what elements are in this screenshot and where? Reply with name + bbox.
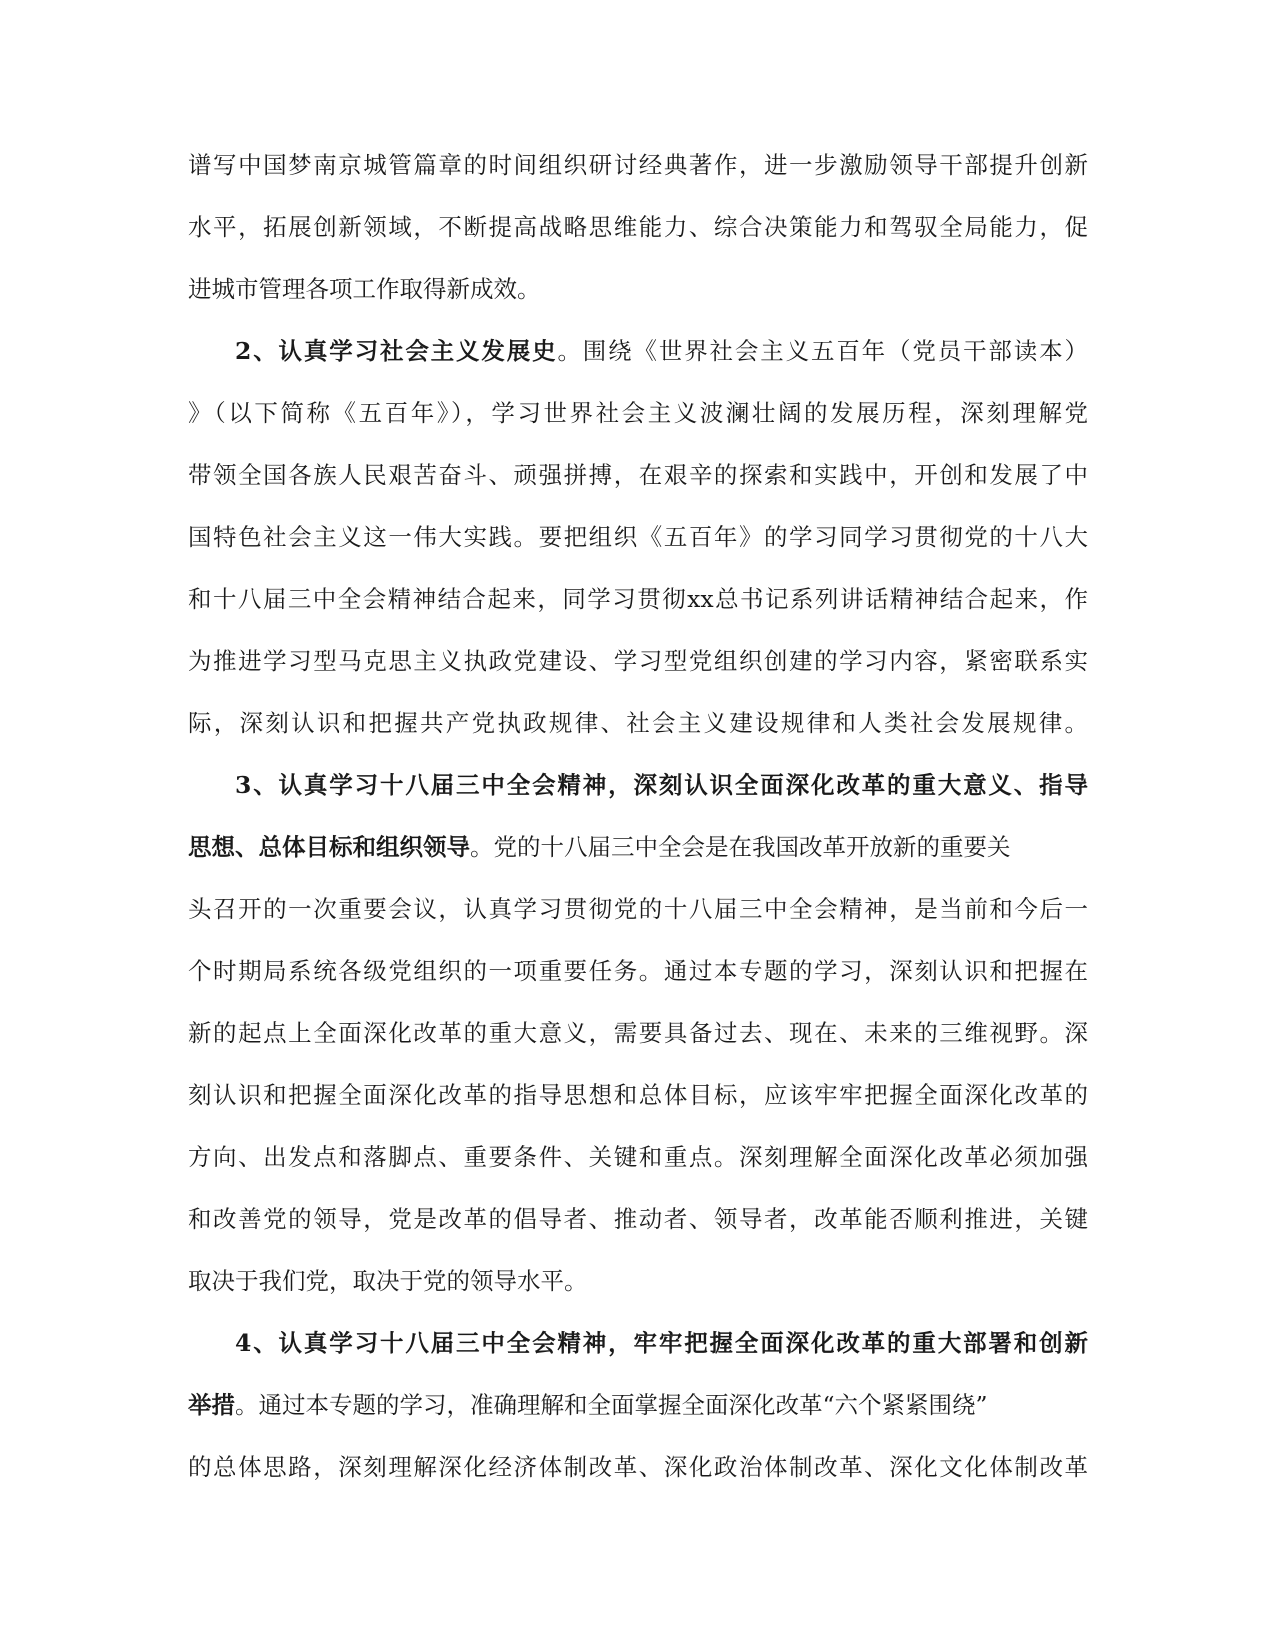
text-line: [188, 1264, 1088, 1326]
body-text: 水平，拓展创新领域，不断提高战略思维能力、综合决策能力和驾驭全局能力，促: [188, 213, 1088, 241]
text-line: [188, 1016, 1088, 1078]
body-text: 新的起点上全面深化改革的重大意义，需要具备过去、现在、未来的三维视野。深: [188, 1019, 1088, 1047]
text-line: [188, 396, 1088, 458]
text-line: [188, 1078, 1088, 1140]
bold-heading-text: 2、认真学习社会主义发展史: [235, 337, 558, 365]
text-line: [188, 644, 1088, 706]
text-line: [188, 706, 1088, 768]
body-text: 国特色社会主义这一伟大实践。要把组织《五百年》的学习同学习贯彻党的十八大: [188, 523, 1088, 551]
bold-heading-text: 举措: [188, 1391, 235, 1419]
text-line: [188, 582, 1088, 644]
text-line: [188, 954, 1088, 1016]
text-line: [188, 272, 1088, 334]
body-text: 头召开的一次重要会议，认真学习贯彻党的十八届三中全会精神，是当前和今后一: [188, 895, 1088, 923]
body-text: 取决于我们党，取决于党的领导水平。: [188, 1267, 588, 1295]
body-text: 为推进学习型马克思主义执政党建设、学习型党组织创建的学习内容，紧密联系实: [188, 647, 1088, 675]
body-text: 个时期局系统各级党组织的一项重要任务。通过本专题的学习，深刻认识和把握在: [188, 957, 1088, 985]
bold-heading-text: 4、认真学习十八届三中全会精神，牢牢把握全面深化改革的重大部署和创新: [235, 1329, 1088, 1357]
text-line: [188, 148, 1088, 210]
text-line: [188, 210, 1088, 272]
text-line: [188, 334, 1088, 396]
text-line: [188, 1388, 1088, 1450]
text-line: [188, 1140, 1088, 1202]
text-line: [188, 1202, 1088, 1264]
body-text: 》（以下简称《五百年》），学习世界社会主义波澜壮阔的发展历程，深刻理解党: [188, 399, 1088, 427]
body-text: 和十八届三中全会精神结合起来，同学习贯彻xx总书记系列讲话精神结合起来，作: [188, 585, 1088, 613]
body-text: 的总体思路，深刻理解深化经济体制改革、深化政治体制改革、深化文化体制改革: [188, 1453, 1088, 1481]
text-line: [188, 1326, 1088, 1388]
body-text: 。党的十八届三中全会是在我国改革开放新的重要关: [470, 833, 1011, 861]
text-line: [188, 1450, 1088, 1512]
document-body: [188, 148, 1088, 1512]
text-line: [188, 768, 1088, 830]
body-text: 方向、出发点和落脚点、重要条件、关键和重点。深刻理解全面深化改革必须加强: [188, 1143, 1088, 1171]
body-text: 刻认识和把握全面深化改革的指导思想和总体目标，应该牢牢把握全面深化改革的: [188, 1081, 1088, 1109]
body-text: 进城市管理各项工作取得新成效。: [188, 275, 541, 303]
body-text: 和改善党的领导，党是改革的倡导者、推动者、领导者，改革能否顺利推进，关键: [188, 1205, 1088, 1233]
bold-heading-text: 思想、总体目标和组织领导: [188, 833, 470, 861]
text-line: [188, 892, 1088, 954]
body-text: 带领全国各族人民艰苦奋斗、顽强拼搏，在艰辛的探索和实践中，开创和发展了中: [188, 461, 1088, 489]
body-text: 。通过本专题的学习，准确理解和全面掌握全面深化改革“六个紧紧围绕”: [235, 1391, 988, 1419]
body-text: 际，深刻认识和把握共产党执政规律、社会主义建设规律和人类社会发展规律。: [188, 709, 1088, 737]
bold-heading-text: 3、认真学习十八届三中全会精神，深刻认识全面深化改革的重大意义、指导: [235, 771, 1088, 799]
body-text: 谱写中国梦南京城管篇章的时间组织研讨经典著作，进一步激励领导干部提升创新: [188, 151, 1088, 179]
body-text: 。围绕《世界社会主义五百年（党员干部读本）: [557, 337, 1088, 365]
text-line: [188, 830, 1088, 892]
text-line: [188, 520, 1088, 582]
text-line: [188, 458, 1088, 520]
